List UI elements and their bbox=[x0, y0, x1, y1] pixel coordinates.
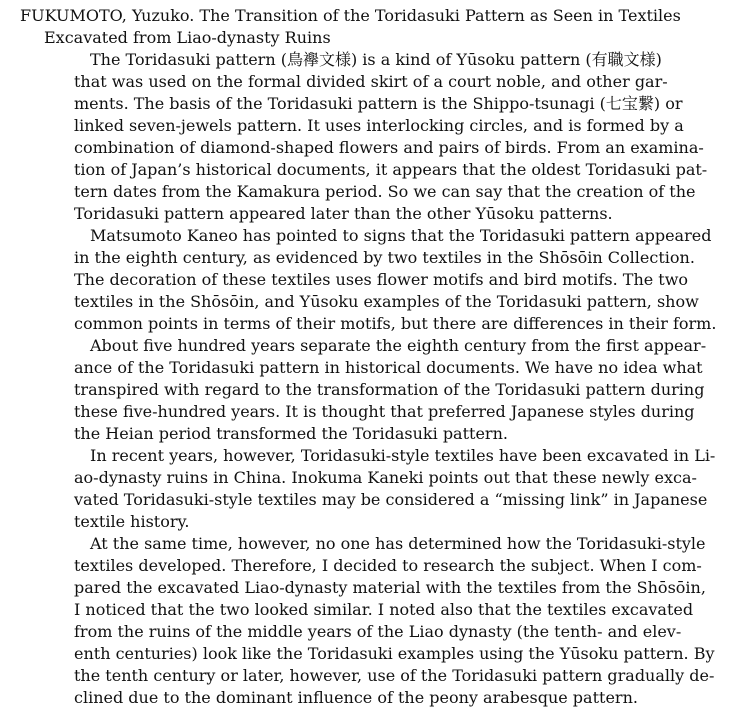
text-line: textiles developed. Therefore, I decided to research the subject. When I com- bbox=[74, 556, 702, 575]
text-line: pared the excavated Liao-dynasty material with the textiles from the Shōsōin, bbox=[74, 578, 706, 597]
text-line: The Toridasuki pattern (鳥襷文様) is a kind of Yūsoku pattern (有職文様) bbox=[90, 50, 662, 69]
text-line: the Heian period transformed the Toridasuki pattern. bbox=[74, 424, 508, 443]
text-line: clined due to the dominant influence of the peony arabesque pattern. bbox=[74, 688, 638, 707]
text-line: ance of the Toridasuki pattern in historical documents. We have no idea what bbox=[74, 358, 703, 377]
text-line: ments. The basis of the Toridasuki pattern is the Shippo-tsunagi (七宝繋) or bbox=[74, 94, 683, 113]
paragraph bbox=[0, 445, 750, 533]
text-line: ao-dynasty ruins in China. Inokuma Kaneki points out that these newly exca- bbox=[74, 468, 697, 487]
text-line: from the ruins of the middle years of the Liao dynasty (the tenth- and elev- bbox=[74, 622, 682, 641]
text-line: Matsumoto Kaneo has pointed to signs that the Toridasuki pattern appeared bbox=[90, 226, 712, 245]
paragraph bbox=[0, 49, 750, 225]
heading-line-2: Excavated from Liao-dynasty Ruins bbox=[44, 28, 331, 47]
text-line: these five-hundred years. It is thought that preferred Japanese styles during bbox=[74, 402, 695, 421]
text-line: Toridasuki pattern appeared later than the other Yūsoku patterns. bbox=[74, 204, 613, 223]
entry-heading bbox=[10, 5, 714, 49]
text-line: that was used on the formal divided skirt of a court noble, and other gar- bbox=[74, 72, 668, 91]
heading-line-1: FUKUMOTO, Yuzuko. The Transition of the Toridasuki Pattern as Seen in Textiles bbox=[20, 6, 681, 25]
text-line: transpired with regard to the transformation of the Toridasuki pattern during bbox=[74, 380, 705, 399]
text-line: At the same time, however, no one has determined how the Toridasuki-style bbox=[90, 534, 706, 553]
text-line: tion of Japan’s historical documents, it appears that the oldest Toridasuki pat- bbox=[74, 160, 708, 179]
text-line: vated Toridasuki-style textiles may be considered a “missing link” in Japanese bbox=[74, 490, 708, 509]
text-line: The decoration of these textiles uses flower motifs and bird motifs. The two bbox=[74, 270, 689, 289]
text-line: textile history. bbox=[74, 512, 190, 531]
text-line: linked seven-jewels pattern. It uses interlocking circles, and is formed by a bbox=[74, 116, 684, 135]
text-line: combination of diamond-shaped flowers and pairs of birds. From an examina- bbox=[74, 138, 704, 157]
text-line: in the eighth century, as evidenced by two textiles in the Shōsōin Collection. bbox=[74, 248, 695, 267]
text-line: common points in terms of their motifs, but there are differences in their form. bbox=[74, 314, 717, 333]
paragraph bbox=[0, 335, 750, 445]
abstract-body bbox=[0, 49, 750, 709]
text-line: the tenth century or later, however, use of the Toridasuki pattern gradually de- bbox=[74, 666, 715, 685]
paragraph bbox=[0, 225, 750, 335]
text-line: About five hundred years separate the eighth century from the first appear- bbox=[90, 336, 707, 355]
text-line: tern dates from the Kamakura period. So we can say that the creation of the bbox=[74, 182, 696, 201]
text-line: enth centuries) look like the Toridasuki examples using the Yūsoku pattern. By bbox=[74, 644, 715, 663]
text-line: textiles in the Shōsōin, and Yūsoku examples of the Toridasuki pattern, show bbox=[74, 292, 699, 311]
text-line: I noticed that the two looked similar. I noted also that the textiles excavated bbox=[74, 600, 694, 619]
text-line: In recent years, however, Toridasuki-style textiles have been excavated in Li- bbox=[90, 446, 716, 465]
paragraph bbox=[0, 533, 750, 709]
